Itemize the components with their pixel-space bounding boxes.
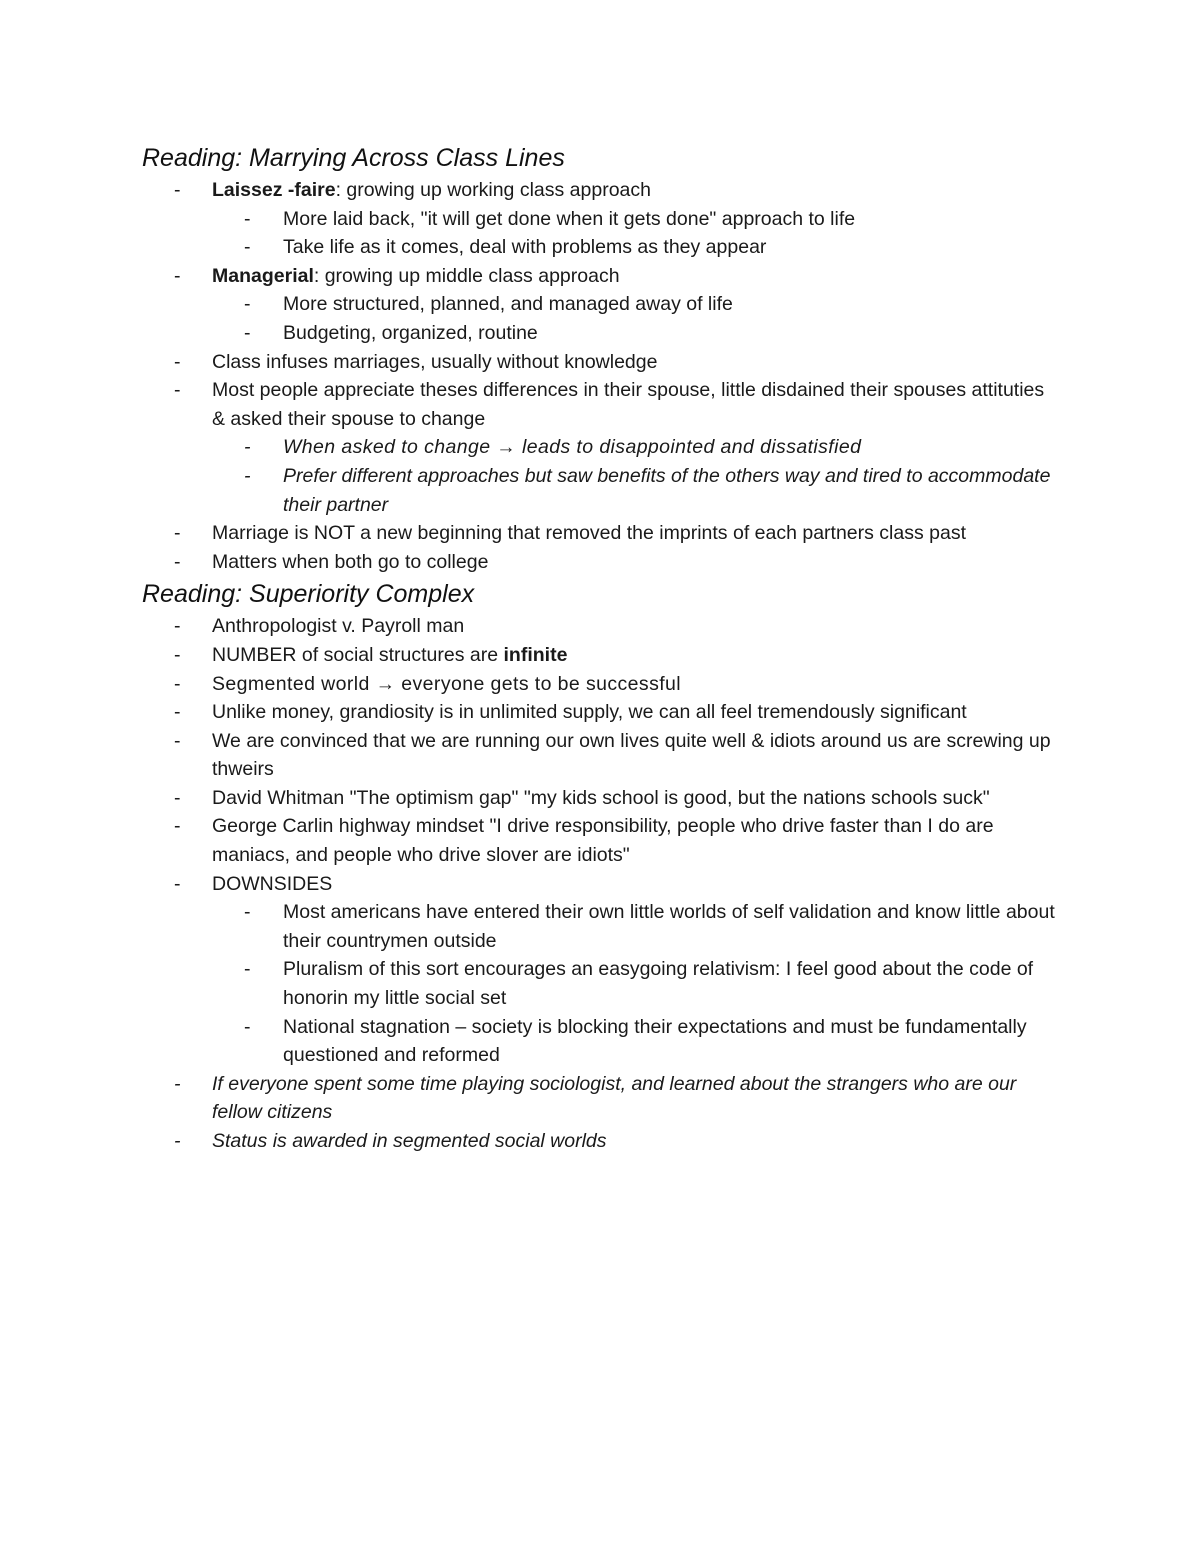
dash-bullet: -: [174, 179, 181, 201]
list-item: [142, 433, 1062, 462]
section-heading-marrying: Reading: Marrying Across Class Lines: [142, 144, 565, 172]
item-text: If everyone spent some time playing sociologist, and learned about the strangers who are our fellow citizens: [212, 1072, 1017, 1124]
dash-bullet: -: [174, 872, 181, 895]
dash-bullet: -: [244, 464, 251, 487]
item-text: : growing up working class approach: [335, 179, 651, 201]
dash-bullet: -: [244, 321, 251, 344]
item-text: David Whitman "The optimism gap" "my kids school is good, but the nations schools suck": [212, 786, 990, 809]
list-item: [142, 1127, 1062, 1156]
list-item: [142, 1013, 1062, 1070]
dash-bullet: -: [174, 522, 181, 545]
list-item: [142, 784, 1062, 813]
list-item: [142, 898, 1062, 955]
dash-bullet: -: [244, 293, 251, 316]
bullet-list-marrying: [142, 176, 1062, 576]
list-item: [142, 176, 1062, 205]
term-bold: Laissez -faire: [212, 179, 336, 201]
list-item: [142, 727, 1062, 784]
item-text: Status is awarded in segmented social worlds: [212, 1130, 607, 1152]
list-item: [142, 462, 1062, 519]
item-text: When asked to change → leads to disappointed and dissatisfied: [283, 436, 862, 459]
dash-bullet: -: [244, 436, 251, 459]
list-item: [142, 812, 1062, 869]
item-text: National stagnation – society is blocking their expectations and must be fundamentally questioned and reformed: [283, 1015, 1027, 1067]
dash-bullet: -: [244, 958, 251, 981]
dash-bullet: -: [174, 550, 181, 573]
item-text: Most americans have entered their own little worlds of self validation and know little about their countrymen outside: [283, 901, 1055, 952]
dash-bullet: -: [174, 1072, 181, 1095]
term-bold: infinite: [503, 643, 568, 666]
dash-bullet: -: [244, 236, 251, 259]
item-text: Segmented world → everyone gets to be successful: [212, 672, 682, 695]
section-heading-superiority: Reading: Superiority Complex: [142, 580, 475, 609]
item-text: We are convinced that we are running our own lives quite well & idiots around us are screwing up thweirs: [212, 729, 1051, 781]
list-item: [142, 870, 1062, 899]
list-item: [142, 641, 1062, 670]
dash-bullet: -: [174, 729, 181, 752]
item-text: NUMBER of social structures are: [212, 643, 504, 666]
list-item: [142, 205, 1062, 234]
dash-bullet: -: [174, 615, 181, 638]
list-item: [142, 519, 1062, 548]
list-item: [142, 290, 1062, 319]
item-text: : growing up middle class approach: [313, 264, 620, 287]
item-text: More structured, planned, and managed away of life: [283, 293, 733, 316]
list-item: [142, 612, 1062, 641]
item-text: Class infuses marriages, usually without knowledge: [212, 350, 658, 373]
list-item: [142, 262, 1062, 291]
list-item: [142, 376, 1062, 433]
list-item: [142, 955, 1062, 1012]
item-text: Anthropologist v. Payroll man: [212, 615, 465, 638]
item-text: Unlike money, grandiosity is in unlimited supply, we can all feel tremendously significant: [212, 701, 967, 724]
term-bold: Managerial: [212, 264, 314, 287]
list-item: [142, 319, 1062, 348]
item-text: Prefer different approaches but saw benefits of the others way and tired to accommodate their partner: [283, 464, 1051, 516]
dash-bullet: -: [174, 350, 181, 373]
item-text: George Carlin highway mindset "I drive responsibility, people who drive faster than I do are maniacs, and people who drive slover are idiots": [212, 815, 994, 867]
item-text: Take life as it comes, deal with problems as they appear: [283, 236, 767, 259]
item-text: Marriage is NOT a new beginning that removed the imprints of each partners class past: [212, 522, 967, 545]
item-text: Pluralism of this sort encourages an easygoing relativism: I feel good about the code of honorin my little social set: [283, 958, 1034, 1010]
dash-bullet: -: [174, 1130, 181, 1152]
dash-bullet: -: [244, 207, 251, 230]
dash-bullet: -: [244, 901, 251, 924]
list-item: [142, 1070, 1062, 1127]
list-item: [142, 698, 1062, 727]
dash-bullet: -: [174, 264, 181, 287]
item-text: Budgeting, organized, routine: [283, 321, 538, 344]
item-text: DOWNSIDES: [212, 872, 333, 895]
item-text: More laid back, "it will get done when it gets done" approach to life: [283, 207, 856, 230]
dash-bullet: -: [174, 701, 181, 724]
dash-bullet: -: [174, 672, 181, 695]
dash-bullet: -: [174, 379, 181, 402]
document-page: [142, 140, 1062, 1156]
dash-bullet: -: [174, 815, 181, 838]
list-item: [142, 548, 1062, 577]
item-text: Most people appreciate theses differences in their spouse, little disdained their spouses attituties & asked their spouse to change: [212, 379, 1045, 430]
list-item: [142, 348, 1062, 377]
list-item: [142, 233, 1062, 262]
dash-bullet: -: [174, 643, 181, 666]
bullet-list-superiority: [142, 612, 1062, 1155]
list-item: [142, 670, 1062, 699]
item-text: Matters when both go to college: [212, 550, 489, 573]
dash-bullet: -: [244, 1015, 251, 1038]
dash-bullet: -: [174, 786, 181, 809]
